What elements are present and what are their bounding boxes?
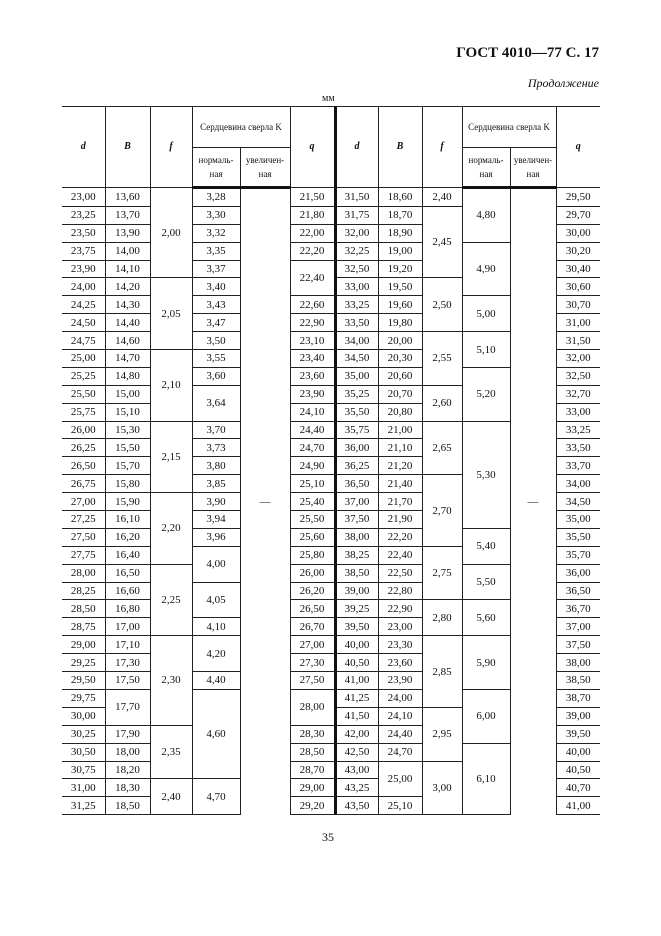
right-b-cell: 20,00 — [378, 332, 422, 350]
header-q-right: q — [556, 107, 600, 188]
right-k-normal-cell: 5,20 — [462, 367, 510, 421]
left-b-cell: 17,10 — [105, 636, 150, 654]
left-b-cell: 16,50 — [105, 564, 150, 582]
header-d: d — [62, 107, 105, 188]
right-q-cell: 33,50 — [556, 439, 600, 457]
left-b-cell: 13,90 — [105, 224, 150, 242]
right-d-cell: 33,50 — [335, 314, 378, 332]
right-d-cell: 34,00 — [335, 332, 378, 350]
left-q-cell: 29,00 — [290, 779, 335, 797]
table-body — [62, 188, 600, 815]
left-d-cell: 26,50 — [62, 457, 105, 475]
right-k-normal-cell: 5,30 — [462, 421, 510, 528]
left-q-cell: 24,70 — [290, 439, 335, 457]
left-f-cell: 2,10 — [150, 350, 192, 422]
left-b-cell: 16,10 — [105, 511, 150, 529]
drill-dimensions-table — [62, 106, 600, 815]
header-d-right: d — [335, 107, 378, 188]
right-b-cell: 23,60 — [378, 654, 422, 672]
right-q-cell: 35,70 — [556, 546, 600, 564]
left-q-cell: 25,40 — [290, 493, 335, 511]
left-q-cell: 28,00 — [290, 689, 335, 725]
right-q-cell: 32,00 — [556, 350, 600, 368]
left-k-normal-cell: 4,40 — [192, 672, 240, 690]
right-b-cell: 22,40 — [378, 546, 422, 564]
left-k-normal-cell: 4,70 — [192, 779, 240, 815]
left-d-cell: 25,50 — [62, 385, 105, 403]
right-f-cell: 2,75 — [422, 546, 462, 600]
right-b-cell: 22,90 — [378, 600, 422, 618]
header-k-group: Сердцевина сверла K — [192, 107, 290, 148]
right-d-cell: 38,25 — [335, 546, 378, 564]
left-d-cell: 23,75 — [62, 242, 105, 260]
left-d-cell: 28,75 — [62, 618, 105, 636]
right-q-cell: 30,70 — [556, 296, 600, 314]
right-b-cell: 19,80 — [378, 314, 422, 332]
right-q-cell: 40,00 — [556, 743, 600, 761]
right-d-cell: 33,25 — [335, 296, 378, 314]
right-d-cell: 39,50 — [335, 618, 378, 636]
right-d-cell: 43,00 — [335, 761, 378, 779]
header-b: B — [105, 107, 150, 188]
right-k-normal-cell: 5,90 — [462, 636, 510, 690]
left-d-cell: 28,50 — [62, 600, 105, 618]
right-b-cell: 21,20 — [378, 457, 422, 475]
left-q-cell: 27,00 — [290, 636, 335, 654]
left-q-cell: 24,40 — [290, 421, 335, 439]
right-d-cell: 40,00 — [335, 636, 378, 654]
right-q-cell: 34,00 — [556, 475, 600, 493]
right-b-cell: 24,10 — [378, 707, 422, 725]
left-k-normal-cell: 4,20 — [192, 636, 240, 672]
left-f-cell: 2,30 — [150, 636, 192, 725]
right-q-cell: 37,00 — [556, 618, 600, 636]
right-f-cell: 2,70 — [422, 475, 462, 547]
right-b-cell: 21,10 — [378, 439, 422, 457]
left-k-normal-cell: 3,70 — [192, 421, 240, 439]
left-q-cell: 21,50 — [290, 188, 335, 207]
left-b-cell: 15,10 — [105, 403, 150, 421]
header-f-right: f — [422, 107, 462, 188]
right-d-cell: 41,25 — [335, 689, 378, 707]
right-b-cell: 19,20 — [378, 260, 422, 278]
right-q-cell: 34,50 — [556, 493, 600, 511]
right-k-normal-cell: 5,40 — [462, 528, 510, 564]
left-b-cell: 17,90 — [105, 725, 150, 743]
left-d-cell: 23,00 — [62, 188, 105, 207]
right-d-cell: 35,00 — [335, 367, 378, 385]
left-b-cell: 18,00 — [105, 743, 150, 761]
right-q-cell: 39,00 — [556, 707, 600, 725]
right-b-cell: 20,60 — [378, 367, 422, 385]
left-k-normal-cell: 3,94 — [192, 511, 240, 529]
left-q-cell: 22,00 — [290, 224, 335, 242]
right-b-cell: 21,40 — [378, 475, 422, 493]
left-b-cell: 16,20 — [105, 528, 150, 546]
left-b-cell: 15,00 — [105, 385, 150, 403]
left-d-cell: 27,50 — [62, 528, 105, 546]
left-q-cell: 24,90 — [290, 457, 335, 475]
right-d-cell: 36,00 — [335, 439, 378, 457]
left-b-cell: 16,60 — [105, 582, 150, 600]
left-q-cell: 22,60 — [290, 296, 335, 314]
left-f-cell: 2,20 — [150, 493, 192, 565]
left-k-normal-cell: 3,50 — [192, 332, 240, 350]
left-d-cell: 23,50 — [62, 224, 105, 242]
right-q-cell: 36,50 — [556, 582, 600, 600]
left-f-cell: 2,35 — [150, 725, 192, 779]
right-d-cell: 31,50 — [335, 188, 378, 207]
right-q-cell: 30,00 — [556, 224, 600, 242]
left-d-cell: 30,00 — [62, 707, 105, 725]
left-q-cell: 28,70 — [290, 761, 335, 779]
left-k-normal-cell: 4,10 — [192, 618, 240, 636]
left-k-normal-cell: 3,32 — [192, 224, 240, 242]
table-row — [62, 188, 600, 207]
left-b-cell: 15,80 — [105, 475, 150, 493]
right-f-cell: 2,45 — [422, 206, 462, 278]
right-f-cell: 3,00 — [422, 761, 462, 815]
unit-label: мм — [322, 93, 335, 104]
left-d-cell: 24,50 — [62, 314, 105, 332]
right-d-cell: 35,50 — [335, 403, 378, 421]
right-b-cell: 20,30 — [378, 350, 422, 368]
left-f-cell: 2,25 — [150, 564, 192, 636]
left-q-cell: 25,50 — [290, 511, 335, 529]
left-k-normal-cell: 3,90 — [192, 493, 240, 511]
right-q-cell: 38,00 — [556, 654, 600, 672]
right-b-cell: 19,00 — [378, 242, 422, 260]
left-k-normal-cell: 3,55 — [192, 350, 240, 368]
left-q-cell: 25,80 — [290, 546, 335, 564]
right-d-cell: 33,00 — [335, 278, 378, 296]
right-k-normal-cell: 5,60 — [462, 600, 510, 636]
right-b-cell: 22,80 — [378, 582, 422, 600]
right-q-cell: 35,50 — [556, 528, 600, 546]
right-f-cell: 2,60 — [422, 385, 462, 421]
right-f-cell: 2,40 — [422, 188, 462, 207]
right-k-normal-cell: 4,80 — [462, 188, 510, 243]
left-b-cell: 17,00 — [105, 618, 150, 636]
left-k-normal-cell: 3,85 — [192, 475, 240, 493]
left-q-cell: 25,10 — [290, 475, 335, 493]
left-b-cell: 14,00 — [105, 242, 150, 260]
header-k-group-right: Сердцевина сверла K — [462, 107, 556, 148]
left-b-cell: 13,60 — [105, 188, 150, 207]
right-b-cell: 19,60 — [378, 296, 422, 314]
left-b-cell: 17,30 — [105, 654, 150, 672]
left-d-cell: 24,00 — [62, 278, 105, 296]
left-k-normal-cell: 3,40 — [192, 278, 240, 296]
right-b-cell: 24,00 — [378, 689, 422, 707]
left-b-cell: 14,20 — [105, 278, 150, 296]
left-d-cell: 26,25 — [62, 439, 105, 457]
right-q-cell: 30,20 — [556, 242, 600, 260]
left-k-normal-cell: 4,60 — [192, 689, 240, 778]
left-b-cell: 17,70 — [105, 689, 150, 725]
header-k-increased-right: увеличен-ная — [510, 148, 556, 188]
right-d-cell: 42,00 — [335, 725, 378, 743]
left-k-normal-cell: 3,35 — [192, 242, 240, 260]
right-b-cell: 19,50 — [378, 278, 422, 296]
left-k-normal-cell: 3,30 — [192, 206, 240, 224]
left-d-cell: 29,75 — [62, 689, 105, 707]
right-q-cell: 36,00 — [556, 564, 600, 582]
left-b-cell: 16,80 — [105, 600, 150, 618]
left-k-normal-cell: 3,47 — [192, 314, 240, 332]
left-d-cell: 30,50 — [62, 743, 105, 761]
left-k-normal-cell: 3,80 — [192, 457, 240, 475]
right-q-cell: 29,50 — [556, 188, 600, 207]
right-d-cell: 42,50 — [335, 743, 378, 761]
right-k-normal-cell: 5,50 — [462, 564, 510, 600]
right-b-cell: 24,40 — [378, 725, 422, 743]
left-d-cell: 30,75 — [62, 761, 105, 779]
left-b-cell: 14,10 — [105, 260, 150, 278]
left-d-cell: 24,25 — [62, 296, 105, 314]
right-k-normal-cell: 5,10 — [462, 332, 510, 368]
left-q-cell: 23,90 — [290, 385, 335, 403]
right-q-cell: 36,70 — [556, 600, 600, 618]
right-q-cell: 33,70 — [556, 457, 600, 475]
right-d-cell: 37,50 — [335, 511, 378, 529]
right-q-cell: 33,00 — [556, 403, 600, 421]
left-d-cell: 23,90 — [62, 260, 105, 278]
right-d-cell: 32,00 — [335, 224, 378, 242]
left-k-normal-cell: 4,05 — [192, 582, 240, 618]
right-q-cell: 33,25 — [556, 421, 600, 439]
left-d-cell: 25,00 — [62, 350, 105, 368]
left-d-cell: 27,00 — [62, 493, 105, 511]
right-d-cell: 36,25 — [335, 457, 378, 475]
left-f-cell: 2,05 — [150, 278, 192, 350]
right-d-cell: 37,00 — [335, 493, 378, 511]
right-q-cell: 39,50 — [556, 725, 600, 743]
left-k-normal-cell: 4,00 — [192, 546, 240, 582]
right-f-cell: 2,55 — [422, 332, 462, 386]
right-d-cell: 35,25 — [335, 385, 378, 403]
right-q-cell: 31,00 — [556, 314, 600, 332]
right-d-cell: 40,50 — [335, 654, 378, 672]
left-k-normal-cell: 3,96 — [192, 528, 240, 546]
left-k-normal-cell: 3,28 — [192, 188, 240, 207]
left-k-normal-cell: 3,43 — [192, 296, 240, 314]
left-k-normal-cell: 3,60 — [192, 367, 240, 385]
right-f-cell: 2,80 — [422, 600, 462, 636]
right-b-cell: 21,00 — [378, 421, 422, 439]
right-d-cell: 39,00 — [335, 582, 378, 600]
right-b-cell: 22,50 — [378, 564, 422, 582]
left-d-cell: 26,00 — [62, 421, 105, 439]
left-b-cell: 18,20 — [105, 761, 150, 779]
left-d-cell: 27,25 — [62, 511, 105, 529]
left-q-cell: 24,10 — [290, 403, 335, 421]
left-d-cell: 24,75 — [62, 332, 105, 350]
left-d-cell: 25,75 — [62, 403, 105, 421]
left-q-cell: 22,20 — [290, 242, 335, 260]
left-d-cell: 25,25 — [62, 367, 105, 385]
left-k-normal-cell: 3,64 — [192, 385, 240, 421]
left-q-cell: 26,50 — [290, 600, 335, 618]
left-k-increased-cell: — — [240, 188, 290, 815]
right-f-cell: 2,85 — [422, 636, 462, 708]
left-q-cell: 27,50 — [290, 672, 335, 690]
right-d-cell: 39,25 — [335, 600, 378, 618]
left-d-cell: 31,00 — [62, 779, 105, 797]
right-f-cell: 2,95 — [422, 707, 462, 761]
left-b-cell: 15,70 — [105, 457, 150, 475]
right-d-cell: 38,50 — [335, 564, 378, 582]
right-q-cell: 29,70 — [556, 206, 600, 224]
right-d-cell: 34,50 — [335, 350, 378, 368]
right-q-cell: 32,50 — [556, 367, 600, 385]
left-d-cell: 26,75 — [62, 475, 105, 493]
right-q-cell: 37,50 — [556, 636, 600, 654]
header-k-normal-right: нормаль-ная — [462, 148, 510, 188]
left-q-cell: 25,60 — [290, 528, 335, 546]
continuation-label: Продолжение — [527, 76, 599, 90]
right-d-cell: 38,00 — [335, 528, 378, 546]
left-d-cell: 29,00 — [62, 636, 105, 654]
left-q-cell: 28,50 — [290, 743, 335, 761]
right-f-cell: 2,65 — [422, 421, 462, 475]
left-b-cell: 13,70 — [105, 206, 150, 224]
left-q-cell: 23,60 — [290, 367, 335, 385]
left-q-cell: 26,20 — [290, 582, 335, 600]
left-q-cell: 26,70 — [290, 618, 335, 636]
header-k-normal: нормаль-ная — [192, 148, 240, 188]
right-b-cell: 20,80 — [378, 403, 422, 421]
right-b-cell: 24,70 — [378, 743, 422, 761]
right-b-cell: 25,00 — [378, 761, 422, 797]
right-d-cell: 43,50 — [335, 797, 378, 815]
left-d-cell: 31,25 — [62, 797, 105, 815]
left-q-cell: 27,30 — [290, 654, 335, 672]
left-q-cell: 21,80 — [290, 206, 335, 224]
left-b-cell: 15,90 — [105, 493, 150, 511]
right-b-cell: 23,90 — [378, 672, 422, 690]
right-d-cell: 43,25 — [335, 779, 378, 797]
left-b-cell: 14,30 — [105, 296, 150, 314]
right-d-cell: 32,50 — [335, 260, 378, 278]
right-d-cell: 36,50 — [335, 475, 378, 493]
right-q-cell: 40,70 — [556, 779, 600, 797]
page-number: 35 — [322, 830, 334, 844]
right-q-cell: 38,50 — [556, 672, 600, 690]
left-q-cell: 23,40 — [290, 350, 335, 368]
left-d-cell: 30,25 — [62, 725, 105, 743]
right-b-cell: 18,60 — [378, 188, 422, 207]
right-f-cell: 2,50 — [422, 278, 462, 332]
right-b-cell: 22,20 — [378, 528, 422, 546]
left-f-cell: 2,15 — [150, 421, 192, 493]
left-q-cell: 23,10 — [290, 332, 335, 350]
right-b-cell: 18,90 — [378, 224, 422, 242]
right-b-cell: 18,70 — [378, 206, 422, 224]
right-q-cell: 30,40 — [556, 260, 600, 278]
right-d-cell: 35,75 — [335, 421, 378, 439]
right-d-cell: 31,75 — [335, 206, 378, 224]
right-k-increased-cell: — — [510, 188, 556, 815]
left-b-cell: 14,80 — [105, 367, 150, 385]
left-q-cell: 22,90 — [290, 314, 335, 332]
left-d-cell: 23,25 — [62, 206, 105, 224]
left-k-normal-cell: 3,73 — [192, 439, 240, 457]
left-d-cell: 29,50 — [62, 672, 105, 690]
left-d-cell: 28,25 — [62, 582, 105, 600]
right-b-cell: 21,90 — [378, 511, 422, 529]
right-k-normal-cell: 5,00 — [462, 296, 510, 332]
left-d-cell: 29,25 — [62, 654, 105, 672]
left-b-cell: 14,70 — [105, 350, 150, 368]
right-q-cell: 40,50 — [556, 761, 600, 779]
left-f-cell: 2,00 — [150, 188, 192, 278]
right-d-cell: 41,50 — [335, 707, 378, 725]
left-q-cell: 28,30 — [290, 725, 335, 743]
left-b-cell: 18,50 — [105, 797, 150, 815]
right-k-normal-cell: 6,10 — [462, 743, 510, 815]
right-b-cell: 25,10 — [378, 797, 422, 815]
right-q-cell: 35,00 — [556, 511, 600, 529]
left-d-cell: 27,75 — [62, 546, 105, 564]
header-f: f — [150, 107, 192, 188]
left-d-cell: 28,00 — [62, 564, 105, 582]
left-b-cell: 14,60 — [105, 332, 150, 350]
left-b-cell: 14,40 — [105, 314, 150, 332]
document-header-title: ГОСТ 4010—77 С. 17 — [456, 45, 599, 61]
header-b-right: B — [378, 107, 422, 188]
right-b-cell: 20,70 — [378, 385, 422, 403]
left-f-cell: 2,40 — [150, 779, 192, 815]
header-k-increased: увеличен-ная — [240, 148, 290, 188]
right-q-cell: 38,70 — [556, 689, 600, 707]
left-b-cell: 18,30 — [105, 779, 150, 797]
right-b-cell: 23,00 — [378, 618, 422, 636]
right-k-normal-cell: 6,00 — [462, 689, 510, 743]
left-q-cell: 26,00 — [290, 564, 335, 582]
header-q: q — [290, 107, 335, 188]
right-b-cell: 21,70 — [378, 493, 422, 511]
right-d-cell: 32,25 — [335, 242, 378, 260]
left-b-cell: 15,50 — [105, 439, 150, 457]
left-q-cell: 29,20 — [290, 797, 335, 815]
right-d-cell: 41,00 — [335, 672, 378, 690]
left-k-normal-cell: 3,37 — [192, 260, 240, 278]
right-q-cell: 41,00 — [556, 797, 600, 815]
right-q-cell: 31,50 — [556, 332, 600, 350]
right-k-normal-cell: 4,90 — [462, 242, 510, 296]
left-b-cell: 15,30 — [105, 421, 150, 439]
right-b-cell: 23,30 — [378, 636, 422, 654]
right-q-cell: 32,70 — [556, 385, 600, 403]
right-q-cell: 30,60 — [556, 278, 600, 296]
left-b-cell: 16,40 — [105, 546, 150, 564]
left-q-cell: 22,40 — [290, 260, 335, 296]
left-b-cell: 17,50 — [105, 672, 150, 690]
